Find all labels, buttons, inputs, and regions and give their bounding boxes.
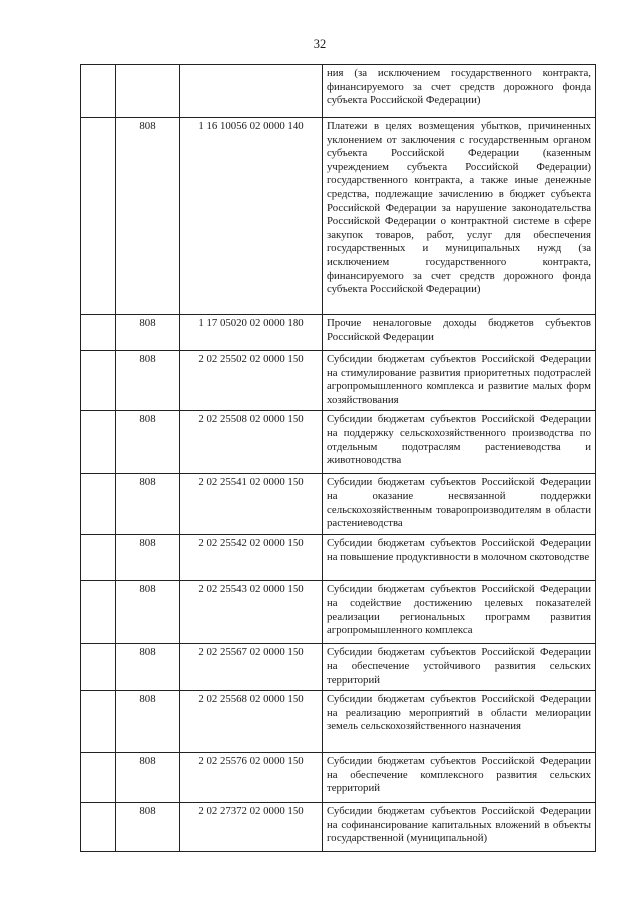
table-row — [81, 691, 596, 753]
description-cell: Субсидии бюджетам субъектов Российской Федерации на поддержку сельскохозяйственного производства по отдельным подотраслям растениеводства и животноводства — [323, 411, 596, 474]
blank-cell — [81, 691, 116, 753]
budget-code-cell — [180, 65, 323, 118]
blank-cell — [81, 474, 116, 535]
budget-code-cell: 2 02 27372 02 0000 150 — [180, 803, 323, 852]
blank-cell — [81, 644, 116, 691]
admin-code-cell: 808 — [116, 644, 180, 691]
description-cell: Субсидии бюджетам субъектов Российской Федерации на стимулирование развития приоритетных подотраслей агропромышленного комплекса и развитие малых форм хозяйствования — [323, 351, 596, 411]
table-row — [81, 581, 596, 644]
table-row — [81, 315, 596, 351]
table-row — [81, 411, 596, 474]
blank-cell — [81, 803, 116, 852]
budget-code-cell: 1 16 10056 02 0000 140 — [180, 118, 323, 315]
budget-code-cell: 2 02 25568 02 0000 150 — [180, 691, 323, 753]
description-cell: Субсидии бюджетам субъектов Российской Федерации на содействие достижению целевых показателей реализации региональных программ развития агропромышленного комплекса — [323, 581, 596, 644]
blank-cell — [81, 411, 116, 474]
blank-cell — [81, 65, 116, 118]
table-row — [81, 65, 596, 118]
admin-code-cell: 808 — [116, 581, 180, 644]
table-row — [81, 474, 596, 535]
budget-code-cell: 2 02 25502 02 0000 150 — [180, 351, 323, 411]
budget-code-cell: 2 02 25576 02 0000 150 — [180, 753, 323, 803]
table-row — [81, 644, 596, 691]
description-cell: Прочие неналоговые доходы бюджетов субъектов Российской Федерации — [323, 315, 596, 351]
blank-cell — [81, 351, 116, 411]
admin-code-cell: 808 — [116, 691, 180, 753]
blank-cell — [81, 581, 116, 644]
blank-cell — [81, 535, 116, 581]
description-cell: ния (за исключением государственного контракта, финансируемого за счет средств дорожного фонда субъекта Российской Федерации) — [323, 65, 596, 118]
admin-code-cell: 808 — [116, 474, 180, 535]
admin-code-cell: 808 — [116, 351, 180, 411]
description-cell: Субсидии бюджетам субъектов Российской Федерации на обеспечение устойчивого развития сельских территорий — [323, 644, 596, 691]
budget-code-cell: 2 02 25567 02 0000 150 — [180, 644, 323, 691]
budget-code-cell: 2 02 25508 02 0000 150 — [180, 411, 323, 474]
table-row — [81, 753, 596, 803]
admin-code-cell: 808 — [116, 753, 180, 803]
table-row — [81, 535, 596, 581]
description-cell: Субсидии бюджетам субъектов Российской Федерации на софинансирование капитальных вложений в объекты государственной (муниципальной) — [323, 803, 596, 852]
admin-code-cell: 808 — [116, 315, 180, 351]
table-row — [81, 351, 596, 411]
page-number: 32 — [313, 37, 327, 51]
blank-cell — [81, 753, 116, 803]
budget-code-cell: 2 02 25543 02 0000 150 — [180, 581, 323, 644]
description-cell: Субсидии бюджетам субъектов Российской Федерации на реализацию мероприятий в области мелиорации земель сельскохозяйственного назначения — [323, 691, 596, 753]
table-row — [81, 803, 596, 852]
budget-code-cell: 1 17 05020 02 0000 180 — [180, 315, 323, 351]
description-cell: Платежи в целях возмещения убытков, причиненных уклонением от заключения с государственным органом субъекта Российской Федерации (казенным учреждением субъекта Российской Федерации) государственного контракта, а также иные денежные средства, подлежащие зачислению в бюджет субъекта Российской Федерации за нарушение законодательства Российской Федерации о контрактной системе в сфере закупок товаров, работ, услуг для обеспечения государственных и муниципальных нужд (за исключением государственного контракта, финансируемого за счет средств дорожного фонда субъекта Российской Федерации) — [323, 118, 596, 315]
description-cell: Субсидии бюджетам субъектов Российской Федерации на обеспечение комплексного развития сельских территорий — [323, 753, 596, 803]
description-cell: Субсидии бюджетам субъектов Российской Федерации на оказание несвязанной поддержки сельскохозяйственным товаропроизводителям в области растениеводства — [323, 474, 596, 535]
admin-code-cell: 808 — [116, 535, 180, 581]
admin-code-cell: 808 — [116, 803, 180, 852]
budget-codes-table — [80, 64, 596, 852]
admin-code-cell: 808 — [116, 118, 180, 315]
budget-code-cell: 2 02 25541 02 0000 150 — [180, 474, 323, 535]
budget-code-cell: 2 02 25542 02 0000 150 — [180, 535, 323, 581]
table-row — [81, 118, 596, 315]
admin-code-cell: 808 — [116, 411, 180, 474]
blank-cell — [81, 118, 116, 315]
blank-cell — [81, 315, 116, 351]
admin-code-cell — [116, 65, 180, 118]
description-cell: Субсидии бюджетам субъектов Российской Федерации на повышение продуктивности в молочном скотоводстве — [323, 535, 596, 581]
